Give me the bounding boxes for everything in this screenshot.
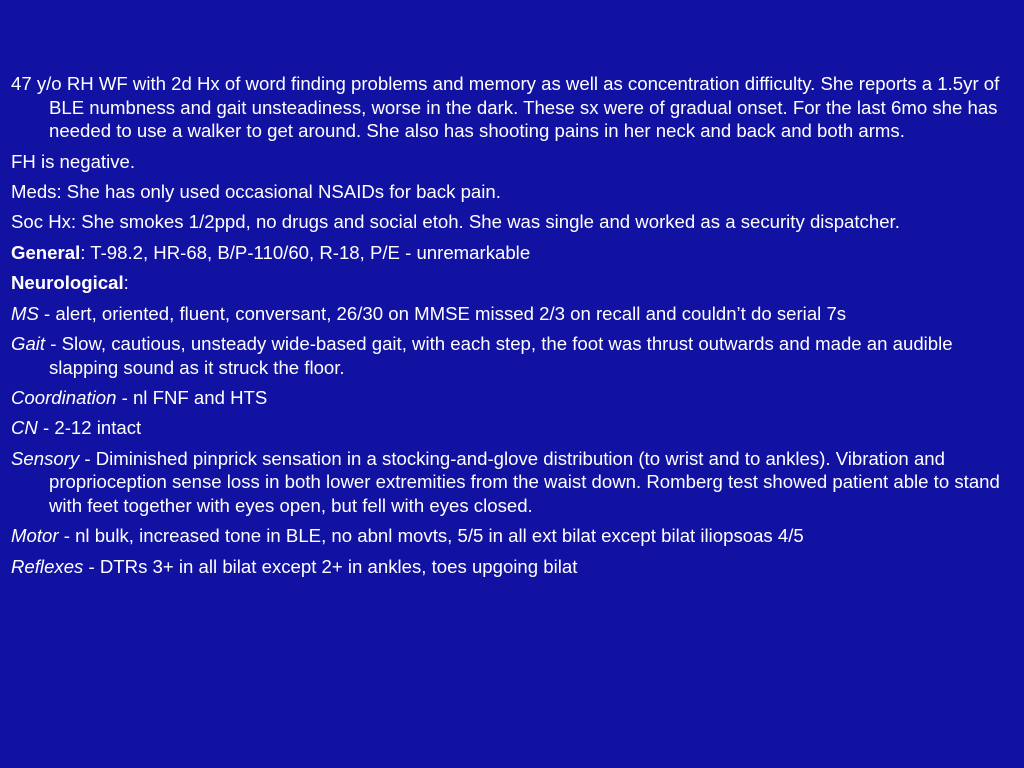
- paragraph-text: nl bulk, increased tone in BLE, no abnl movts, 5/5 in all ext bilat except bilat iliopsoas 4/5: [75, 525, 804, 547]
- paragraph-text: T-98.2, HR-68, B/P-110/60, R-18, P/E - unremarkable: [85, 241, 531, 263]
- paragraph-text: 2-12 intact: [54, 417, 142, 439]
- social-history-paragraph: [11, 210, 1016, 234]
- label-separator: -: [58, 525, 76, 547]
- mental-status-paragraph: [11, 302, 1016, 326]
- section-label: Reflexes: [11, 555, 84, 577]
- sensory-paragraph: [11, 447, 1016, 518]
- section-label: CN: [11, 417, 38, 439]
- label-separator: :: [80, 241, 86, 263]
- label-separator: -: [45, 332, 62, 354]
- patient-history-paragraph: [11, 72, 1016, 143]
- paragraph-text: Diminished pinprick sensation in a stocking-and-glove distribution (to wrist and to ankles). Vibration and proprioception sense loss in both lower extremities from the waist down. Romberg test showed patient able to stand with feet together with eyes open, but fell with eyes closed.: [49, 447, 1000, 516]
- label-separator: -: [83, 555, 100, 577]
- coordination-paragraph: [11, 386, 1016, 410]
- section-label: Coordination: [11, 386, 117, 408]
- label-separator: :: [123, 272, 129, 294]
- general-exam-paragraph: [11, 241, 1016, 265]
- paragraph-text: DTRs 3+ in all bilat except 2+ in ankles, toes upgoing bilat: [99, 555, 578, 577]
- label-separator: -: [79, 447, 96, 469]
- paragraph-text: 47 y/o RH WF with 2d Hx of word finding problems and memory as well as concentration difficulty. She reports a 1.5yr of BLE numbness and gait unsteadiness, worse in the dark. These sx were of gradual onset. For the last 6mo she has needed to use a walker to get around. She also has shooting pains in her neck and back and both arms.: [11, 73, 1000, 142]
- reflexes-paragraph: [11, 555, 1016, 579]
- slide-body-text: [11, 72, 1016, 585]
- motor-paragraph: [11, 524, 1016, 548]
- cranial-nerves-paragraph: [11, 416, 1016, 440]
- paragraph-text: Soc Hx: She smokes 1/2ppd, no drugs and social etoh. She was single and worked as a security dispatcher.: [11, 211, 900, 233]
- section-label: MS: [11, 302, 39, 324]
- neurological-heading: [11, 271, 1016, 295]
- label-separator: -: [116, 386, 133, 408]
- section-label: Gait: [11, 332, 46, 354]
- gait-paragraph: [11, 332, 1016, 379]
- paragraph-text: FH is negative.: [11, 150, 136, 172]
- paragraph-text: Slow, cautious, unsteady wide-based gait, with each step, the foot was thrust outwards and made an audible slapping sound as it struck the floor.: [49, 332, 953, 378]
- label-separator: -: [38, 302, 56, 324]
- section-label: Motor: [11, 525, 59, 547]
- paragraph-text: nl FNF and HTS: [132, 386, 268, 408]
- paragraph-text: Meds: She has only used occasional NSAIDs for back pain.: [11, 180, 501, 202]
- section-label: General: [11, 241, 81, 263]
- paragraph-text: alert, oriented, fluent, conversant, 26/30 on MMSE missed 2/3 on recall and couldn’t do serial 7s: [55, 302, 847, 324]
- label-separator: -: [37, 417, 55, 439]
- section-label: Neurological: [11, 272, 124, 294]
- medications-paragraph: [11, 180, 1016, 204]
- family-history-paragraph: [11, 150, 1016, 174]
- section-label: Sensory: [11, 447, 80, 469]
